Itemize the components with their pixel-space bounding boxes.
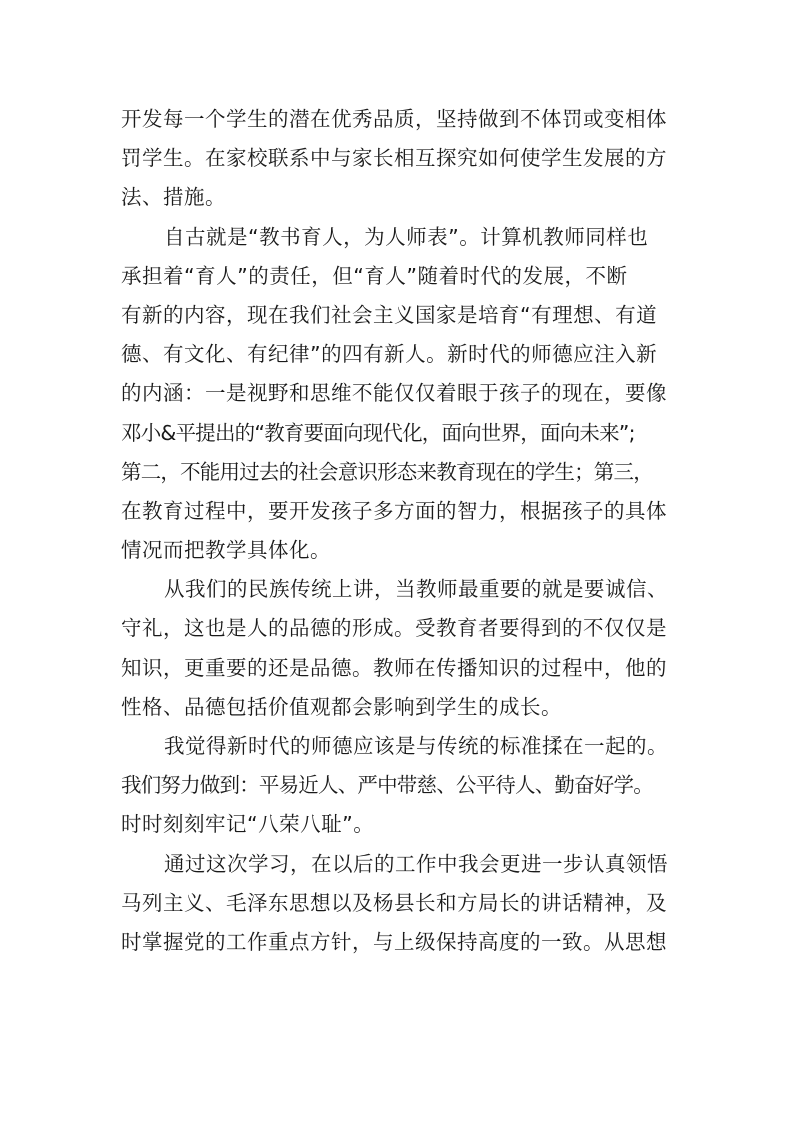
text-line: 的内涵：一是视野和思维不能仅仅着眼于孩子的现在，要像 [121,381,667,406]
paragraph-start-line: 通过这次学习，在以后的工作中我会更进一步认真领悟 [164,851,668,876]
text-line: 马列主义、毛泽东思想以及杨县长和方局长的讲话精神，及 [121,890,667,915]
paragraph-start-line: 从我们的民族传统上讲，当教师最重要的就是要诚信、 [164,577,668,602]
text-line: 第二，不能用过去的社会意识形态来教育现在的学生；第三， [121,459,653,484]
text-line: 德、有文化、有纪律”的四有新人。新时代的师德应注入新 [121,342,658,367]
text-line: 时掌握党的工作重点方针，与上级保持高度的一致。从思想 [121,929,667,954]
text-line: 法、措施。 [121,185,226,210]
text-line: 知识，更重要的还是品德。教师在传播知识的过程中，他的 [121,655,667,680]
document-body [121,100,701,962]
paragraph-start-line: 自古就是“教书育人，为人师表”。计算机教师同样也 [164,224,649,249]
text-line: 性格、品德包括价值观都会影响到学生的成长。 [121,694,562,719]
text-line: 有新的内容，现在我们社会主义国家是培育“有理想、有道 [121,302,658,327]
text-line: 邓小&平提出的“教育要面向现代化，面向世界，面向未来”; [121,420,635,445]
text-line: 罚学生。在家校联系中与家长相互探究如何使学生发展的方 [121,146,667,171]
text-line: 时时刻刻牢记“八荣八耻”。 [121,812,375,837]
text-line: 开发每一个学生的潜在优秀品质，坚持做到不体罚或变相体 [121,107,667,131]
text-line: 在教育过程中，要开发孩子多方面的智力，根据孩子的具体 [121,498,667,523]
text-line: 承担着“育人”的责任，但“育人”随着时代的发展，不断 [121,263,628,288]
paragraph-start-line: 我觉得新时代的师德应该是与传统的标准揉在一起的。 [164,734,668,758]
text-line: 情况而把教学具体化。 [121,538,331,563]
text-line: 守礼，这也是人的品德的形成。受教育者要得到的不仅仅是 [121,616,667,641]
text-line: 我们努力做到：平易近人、严中带慈、公平待人、勤奋好学。 [121,773,653,798]
